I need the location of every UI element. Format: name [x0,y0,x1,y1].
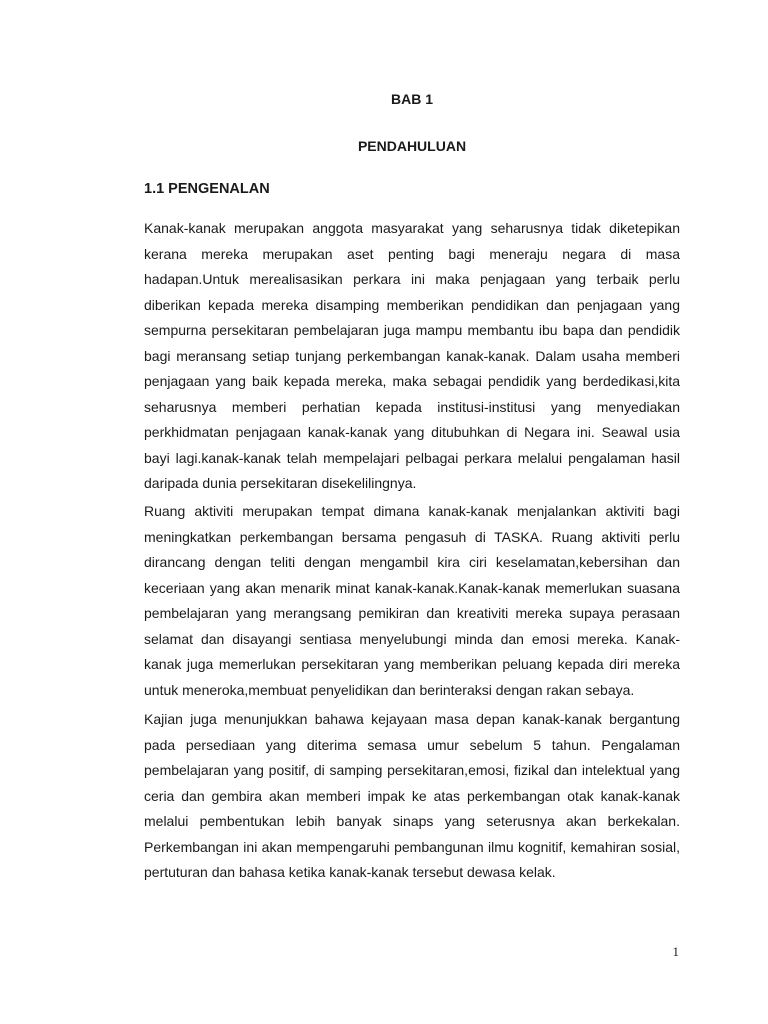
chapter-number: BAB 1 [390,91,433,107]
paragraph-2: Ruang aktiviti merupakan tempat dimana kanak-kanak menjalankan aktiviti bagi meningkatkan perkembangan bersama pengasuh di TASKA. Ruang aktiviti perlu dirancang dengan teliti dengan mengambil kira ciri keselamatan,kebersihan dan keceriaan yang akan menarik minat kanak-kanak.Kanak-kanak memerlukan suasana pembelajaran yang merangsang pemikiran dan kreativiti mereka supaya perasaan selamat dan disayangi sentiasa menyelubungi minda dan emosi mereka. Kanak-kanak juga memerlukan persekitaran yang memberikan peluang kepada diri mereka untuk meneroka,membuat penyelidikan dan berinteraksi dengan rakan sebaya. [144,503,680,698]
section-heading: 1.1 PENGENALAN [144,181,270,197]
paragraph-1: Kanak-kanak merupakan anggota masyarakat yang seharusnya tidak diketepikan kerana mereka merupakan aset penting bagi meneraju negara di masa hadapan.Untuk merealisasikan perkara ini maka penjagaan yang terbaik perlu diberikan kepada mereka disamping memberikan pendidikan dan penjagaan yang sempurna persekitaran pembelajaran juga mampu membantu ibu bapa dan pendidik bagi meransang setiap tunjang perkembangan kanak-kanak. Dalam usaha memberi penjagaan yang baik kepada mereka, maka sebagai pendidik yang berdedikasi,kita seharusnya memberi perhatian kepada institusi-institusi yang menyediakan perkhidmatan penjagaan kanak-kanak yang ditubuhkan di Negara ini. Seawal usia bayi lagi.kanak-kanak telah mempelajari pelbagai perkara melalui pengalaman hasil daripada dunia persekitaran disekelilingnya. [144,220,680,491]
paragraph-3: Kajian juga menunjukkan bahawa kejayaan masa depan kanak-kanak bergantung pada persediaan yang diterima semasa umur sebelum 5 tahun. Pengalaman pembelajaran yang positif, di samping persekitaran,emosi, fizikal dan intelektual yang ceria dan gembira akan memberi impak ke atas perkembangan otak kanak-kanak melalui pembentukan lebih banyak sinaps yang seterusnya akan berkekalan. Perkembangan ini akan mempengaruhi pembangunan ilmu kognitif, kemahiran sosial, pertuturan dan bahasa ketika kanak-kanak tersebut dewasa kelak. [144,711,680,880]
chapter-title: PENDAHULUAN [357,138,467,154]
page-number: 1 [672,944,679,959]
